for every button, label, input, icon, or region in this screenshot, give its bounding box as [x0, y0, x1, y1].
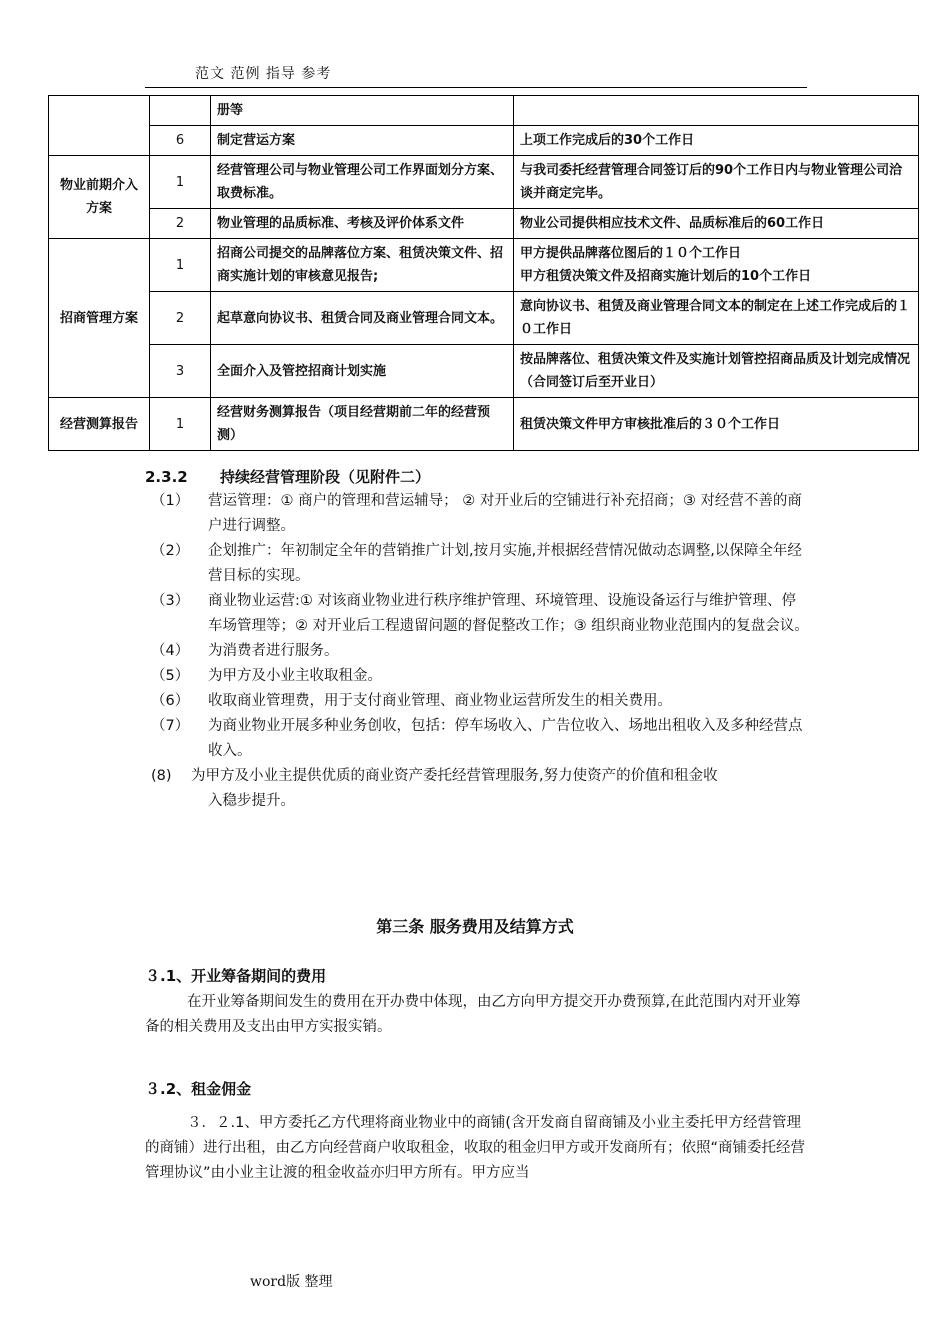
item-text: 为甲方及小业主收取租金。	[208, 668, 382, 684]
list-item	[145, 664, 810, 689]
number-cell: 1	[150, 398, 211, 451]
table-row	[49, 209, 919, 239]
header-divider	[145, 87, 807, 88]
deadline-cell: 租赁决策文件甲方审核批准后的３０个工作日	[514, 398, 919, 451]
list-item	[145, 489, 810, 539]
category-cell	[49, 96, 150, 156]
number-cell: 2	[150, 209, 211, 239]
deadline-cell: 与我司委托经营管理合同签订后的90个工作日内与物业管理公司洽谈并商定完毕。	[514, 156, 919, 209]
task-cell: 经营管理公司与物业管理公司工作界面划分方案、取费标准。	[211, 156, 514, 209]
number-cell: 3	[150, 345, 211, 398]
list-item	[145, 689, 810, 714]
item-number: （2）	[151, 543, 190, 559]
list-item	[145, 714, 810, 764]
item-number: （1）	[151, 493, 190, 509]
task-cell: 起草意向协议书、租赁合同及商业管理合同文本。	[211, 292, 514, 345]
item-text: 商业物业运营:① 对该商业物业进行秩序维护管理、环境管理、设施设备运行与维护管理、停车场管理等；② 对开业后工程遗留问题的督促整改工作；③ 组织商业物业范围内的复盘会议。	[208, 593, 809, 634]
number-cell: 1	[150, 156, 211, 209]
list-item	[145, 589, 810, 639]
number-cell: 2	[150, 292, 211, 345]
deadline-line: 甲方提供品牌落位图后的１０个工作日	[520, 246, 742, 261]
table-row	[49, 96, 919, 126]
item-text: 为商业物业开展多种业务创收，包括：停车场收入、广告位收入、场地出租收入及多种经营点收入。	[208, 718, 803, 759]
deadline-cell	[514, 239, 919, 292]
item-number: (8)	[151, 768, 172, 784]
item-number: （4）	[151, 643, 190, 659]
item-text-line: 为甲方及小业主提供优质的商业资产委托经营管理服务,努力使资产的价值和租金收	[191, 768, 718, 784]
deadline-line: 甲方租赁决策文件及招商实施计划后的10个工作日	[520, 269, 812, 284]
task-cell: 经营财务测算报告（项目经营期前二年的经营预测）	[211, 398, 514, 451]
item-text: 为消费者进行服务。	[208, 643, 339, 659]
number-cell: 6	[150, 126, 211, 156]
item-text: 企划推广：年初制定全年的营销推广计划,按月实施,并根据经营情况做动态调整,以保障全年经营目标的实现。	[208, 543, 802, 584]
category-cell: 经营测算报告	[49, 398, 150, 451]
deadline-cell: 意向协议书、租赁及商业管理合同文本的制定在上述工作完成后的１０工作日	[514, 292, 919, 345]
page-footer: word版 整理	[250, 1274, 333, 1290]
number-cell: 1	[150, 239, 211, 292]
task-cell: 册等	[211, 96, 514, 126]
table-row	[49, 126, 919, 156]
item-number: （5）	[151, 668, 190, 684]
task-cell: 制定营运方案	[211, 126, 514, 156]
item-text-line: 入稳步提升。	[208, 793, 295, 809]
category-cell: 物业前期介入方案	[49, 156, 150, 239]
section-2-3-2-heading	[145, 466, 430, 487]
category-cell: 招商管理方案	[49, 239, 150, 398]
page-header: 范文 范例 指导 参考	[195, 66, 332, 82]
list-item	[145, 539, 810, 589]
table-row	[49, 292, 919, 345]
item-text: 收取商业管理费，用于支付商业管理、商业物业运营所发生的相关费用。	[208, 693, 672, 709]
deadline-cell: 物业公司提供相应技术文件、品质标准后的60工作日	[514, 209, 919, 239]
operations-list	[145, 489, 810, 814]
table-row	[49, 156, 919, 209]
item-number: （3）	[151, 593, 190, 609]
task-cell: 物业管理的品质标准、考核及评价体系文件	[211, 209, 514, 239]
work-plan-table	[48, 95, 919, 451]
task-cell: 招商公司提交的品牌落位方案、租赁决策文件、招商实施计划的审核意见报告;	[211, 239, 514, 292]
section-number: 2.3.2	[145, 468, 188, 486]
section-3-2-text: ３．２.1、甲方委托乙方代理将商业物业中的商铺(含开发商自留商铺及小业主委托甲方经营管理的商铺）进行出租，由乙方向经营商户收取租金，收取的租金归甲方或开发商所有；依照“商铺委托经营管理协议”由小业主让渡的租金收益亦归甲方所有。甲方应当	[145, 1115, 806, 1181]
deadline-cell: 上项工作完成后的30个工作日	[514, 126, 919, 156]
table-row	[49, 345, 919, 398]
item-number: （7）	[151, 718, 190, 734]
task-cell: 全面介入及管控招商计划实施	[211, 345, 514, 398]
list-item	[145, 639, 810, 664]
section-3-1-text: 在开业筹备期间发生的费用在开办费中体现，由乙方向甲方提交开办费预算,在此范围内对开业筹备的相关费用及支出由甲方实报实销。	[145, 994, 801, 1035]
table-row	[49, 398, 919, 451]
section-3-2-heading: ３.2、租金佣金	[145, 1080, 252, 1098]
deadline-cell	[514, 96, 919, 126]
deadline-cell: 按品牌落位、租赁决策文件及实施计划管控招商品质及计划完成情况（合同签订后至开业日）	[514, 345, 919, 398]
list-item	[145, 764, 810, 814]
number-cell	[150, 96, 211, 126]
section-3-1-heading: ３.1、开业筹备期间的费用	[145, 967, 327, 985]
table-row	[49, 239, 919, 292]
item-number: （6）	[151, 693, 190, 709]
article-3-title: 第三条 服务费用及结算方式	[376, 917, 574, 936]
section-title: 持续经营管理阶段（见附件二）	[220, 468, 431, 486]
item-text: 营运管理：① 商户的管理和营运辅导； ② 对开业后的空铺进行补充招商；③ 对经营不善的商户进行调整。	[208, 493, 802, 534]
item-text	[191, 764, 810, 814]
